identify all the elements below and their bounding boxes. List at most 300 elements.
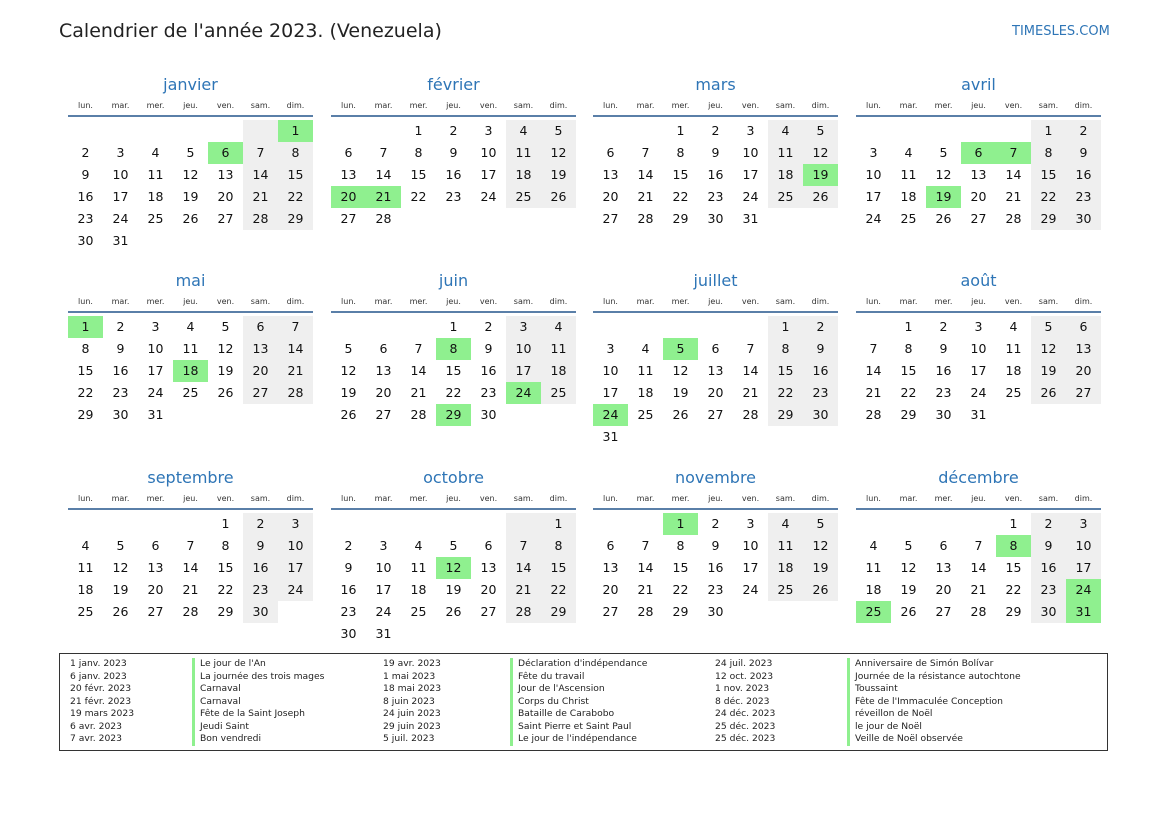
weekday-label: ven. xyxy=(1004,101,1023,110)
weekday-label: sam. xyxy=(775,494,796,503)
day-cell: 4 xyxy=(506,120,541,142)
month-5 xyxy=(68,271,313,426)
weekday-label: dim. xyxy=(811,297,830,306)
weekday-label: jeu. xyxy=(183,494,198,503)
holiday-date: 25 déc. 2023 xyxy=(715,720,776,732)
day-cell: 17 xyxy=(742,167,759,182)
weekday-label: mer. xyxy=(146,297,165,306)
day-cell: 5 xyxy=(449,538,458,553)
day-grid xyxy=(593,316,838,448)
day-cell: 9 xyxy=(81,167,90,182)
day-grid xyxy=(856,120,1101,230)
day-cell: 21 xyxy=(970,582,987,597)
weekday-header xyxy=(331,493,576,510)
day-cell: 17 xyxy=(375,582,392,597)
empty-cell xyxy=(926,120,961,142)
day-cell: 13 xyxy=(340,167,357,182)
day-cell: 13 xyxy=(147,560,164,575)
empty-cell xyxy=(856,120,891,142)
holiday-date: 20 févr. 2023 xyxy=(70,683,132,694)
day-cell: 21 xyxy=(182,582,199,597)
day-grid xyxy=(331,120,576,230)
day-cell: 20 xyxy=(602,582,619,597)
day-cell: 26 xyxy=(182,211,199,226)
weekday-label: sam. xyxy=(775,101,796,110)
empty-cell xyxy=(173,513,208,535)
day-cell: 7 xyxy=(641,145,650,160)
day-cell: 3 xyxy=(151,319,160,334)
holiday-day-cell: 1 xyxy=(663,513,698,535)
day-cell: 26 xyxy=(445,604,462,619)
day-cell: 12 xyxy=(672,363,689,378)
month-1 xyxy=(68,75,313,252)
month-12 xyxy=(856,468,1101,623)
day-cell: 28 xyxy=(865,407,882,422)
day-cell: 5 xyxy=(541,120,576,142)
empty-cell xyxy=(103,120,138,142)
weekday-label: jeu. xyxy=(971,494,986,503)
holiday-name: Le jour de l'An xyxy=(192,658,266,671)
day-cell: 8 xyxy=(768,338,803,360)
day-cell: 18 xyxy=(637,385,654,400)
day-cell: 15 xyxy=(410,167,427,182)
day-cell: 12 xyxy=(803,142,838,164)
holiday-date: 24 déc. 2023 xyxy=(715,708,776,719)
weekday-header xyxy=(593,296,838,313)
day-cell: 10 xyxy=(742,538,759,553)
weekday-label: ven. xyxy=(216,297,235,306)
month-name: juillet xyxy=(693,271,738,290)
day-cell: 30 xyxy=(707,604,724,619)
day-cell: 21 xyxy=(637,189,654,204)
month-name: décembre xyxy=(938,468,1019,487)
day-cell: 18 xyxy=(541,360,576,382)
day-cell: 14 xyxy=(182,560,199,575)
weekday-label: lun. xyxy=(341,297,356,306)
month-name: mai xyxy=(175,271,206,290)
weekday-label: jeu. xyxy=(183,297,198,306)
weekday-label: ven. xyxy=(1004,297,1023,306)
day-cell: 21 xyxy=(243,186,278,208)
day-cell: 25 xyxy=(900,211,917,226)
holiday-name: Saint Pierre et Saint Paul xyxy=(510,721,631,734)
day-cell: 23 xyxy=(803,382,838,404)
holiday-date: 19 mars 2023 xyxy=(70,708,135,719)
day-cell: 20 xyxy=(707,385,724,400)
weekday-label: ven. xyxy=(216,101,235,110)
holiday-day-cell: 19 xyxy=(926,186,961,208)
empty-cell xyxy=(331,120,366,142)
day-cell: 7 xyxy=(278,316,313,338)
day-cell: 2 xyxy=(803,316,838,338)
day-cell: 9 xyxy=(116,341,125,356)
day-cell: 15 xyxy=(672,560,689,575)
day-cell: 30 xyxy=(112,407,129,422)
day-cell: 29 xyxy=(1031,208,1066,230)
holiday-name: La journée des trois mages xyxy=(192,671,324,684)
day-cell: 23 xyxy=(77,211,94,226)
empty-cell xyxy=(331,513,366,535)
day-cell: 20 xyxy=(480,582,497,597)
weekday-label: jeu. xyxy=(971,297,986,306)
weekday-label: lun. xyxy=(78,494,93,503)
weekday-label: mar. xyxy=(636,101,655,110)
day-cell: 21 xyxy=(742,385,759,400)
holiday-name: Veille de Noël observée xyxy=(847,733,963,746)
empty-cell xyxy=(103,513,138,535)
month-9 xyxy=(68,468,313,623)
day-cell: 5 xyxy=(1031,316,1066,338)
day-cell: 9 xyxy=(484,341,493,356)
weekday-label: jeu. xyxy=(971,101,986,110)
day-cell: 3 xyxy=(278,513,313,535)
day-cell: 9 xyxy=(344,560,353,575)
day-cell: 9 xyxy=(243,535,278,557)
day-cell: 9 xyxy=(803,338,838,360)
holiday-name: le jour de Noël xyxy=(847,721,922,734)
day-cell: 6 xyxy=(243,316,278,338)
day-cell: 28 xyxy=(375,211,392,226)
day-cell: 5 xyxy=(904,538,913,553)
day-cell: 30 xyxy=(1066,208,1101,230)
holiday-date: 29 juin 2023 xyxy=(383,720,441,732)
day-cell: 26 xyxy=(1031,382,1066,404)
weekday-label: sam. xyxy=(1038,101,1059,110)
day-cell: 5 xyxy=(221,319,230,334)
day-cell: 13 xyxy=(602,560,619,575)
day-cell: 28 xyxy=(637,211,654,226)
weekday-label: sam. xyxy=(513,494,534,503)
day-cell: 11 xyxy=(865,560,882,575)
day-cell: 2 xyxy=(711,516,720,531)
holiday-date: 18 mai 2023 xyxy=(383,683,442,694)
holiday-name: Corps du Christ xyxy=(510,696,589,709)
weekday-label: dim. xyxy=(811,101,830,110)
holiday-name: Journée de la résistance autochtone xyxy=(847,671,1021,684)
weekday-label: lun. xyxy=(866,297,881,306)
weekday-header xyxy=(856,493,1101,510)
day-cell: 22 xyxy=(672,189,689,204)
brand-link[interactable]: TIMESLES.COM xyxy=(1012,24,1110,39)
day-cell: 20 xyxy=(147,582,164,597)
weekday-label: mer. xyxy=(671,297,690,306)
day-cell: 31 xyxy=(112,233,129,248)
day-cell: 11 xyxy=(506,142,541,164)
day-cell: 24 xyxy=(112,211,129,226)
day-cell: 9 xyxy=(711,145,720,160)
weekday-label: mer. xyxy=(409,494,428,503)
day-cell: 22 xyxy=(410,189,427,204)
weekday-label: ven. xyxy=(1004,494,1023,503)
weekday-label: sam. xyxy=(513,297,534,306)
day-cell: 30 xyxy=(243,601,278,623)
day-cell: 15 xyxy=(900,363,917,378)
day-cell: 19 xyxy=(182,189,199,204)
day-grid xyxy=(331,316,576,426)
day-cell: 14 xyxy=(970,560,987,575)
weekday-label: ven. xyxy=(479,297,498,306)
day-cell: 2 xyxy=(344,538,353,553)
holiday-name: Fête du travail xyxy=(510,671,584,684)
holiday-day-cell: 21 xyxy=(366,186,401,208)
day-cell: 1 xyxy=(1009,516,1018,531)
empty-cell xyxy=(593,316,628,338)
day-cell: 23 xyxy=(1066,186,1101,208)
weekday-label: mar. xyxy=(374,494,393,503)
day-cell: 12 xyxy=(900,560,917,575)
empty-cell xyxy=(366,513,401,535)
day-cell: 2 xyxy=(484,319,493,334)
weekday-label: mer. xyxy=(934,494,953,503)
day-cell: 12 xyxy=(1031,338,1066,360)
day-cell: 28 xyxy=(970,604,987,619)
day-cell: 13 xyxy=(1066,338,1101,360)
day-cell: 7 xyxy=(974,538,983,553)
weekday-header xyxy=(331,100,576,117)
weekday-label: sam. xyxy=(513,101,534,110)
holiday-day-cell: 18 xyxy=(173,360,208,382)
weekday-label: jeu. xyxy=(708,494,723,503)
day-cell: 9 xyxy=(1031,535,1066,557)
day-cell: 23 xyxy=(707,189,724,204)
day-cell: 16 xyxy=(340,582,357,597)
day-cell: 24 xyxy=(742,189,759,204)
day-cell: 17 xyxy=(147,363,164,378)
holiday-date: 8 juin 2023 xyxy=(383,695,435,707)
day-cell: 14 xyxy=(243,164,278,186)
weekday-label: sam. xyxy=(250,494,271,503)
day-cell: 21 xyxy=(1005,189,1022,204)
day-cell: 27 xyxy=(602,211,619,226)
day-cell: 28 xyxy=(410,407,427,422)
day-cell: 4 xyxy=(768,120,803,142)
day-cell: 2 xyxy=(1031,513,1066,535)
day-cell: 2 xyxy=(1066,120,1101,142)
holiday-day-cell: 8 xyxy=(996,535,1031,557)
day-cell: 10 xyxy=(112,167,129,182)
holiday-day-cell: 5 xyxy=(663,338,698,360)
holiday-day-cell: 25 xyxy=(856,601,891,623)
day-cell: 24 xyxy=(970,385,987,400)
day-cell: 16 xyxy=(935,363,952,378)
day-cell: 15 xyxy=(217,560,234,575)
weekday-label: dim. xyxy=(286,494,305,503)
weekday-label: mar. xyxy=(111,494,130,503)
day-cell: 30 xyxy=(707,211,724,226)
day-cell: 26 xyxy=(217,385,234,400)
empty-cell xyxy=(996,120,1031,142)
holiday-day-cell: 8 xyxy=(436,338,471,360)
weekday-label: jeu. xyxy=(446,494,461,503)
day-cell: 23 xyxy=(1031,579,1066,601)
empty-cell xyxy=(733,316,768,338)
day-cell: 8 xyxy=(81,341,90,356)
weekday-label: dim. xyxy=(1074,297,1093,306)
holiday-date: 5 juil. 2023 xyxy=(383,733,435,744)
day-cell: 15 xyxy=(77,363,94,378)
day-cell: 30 xyxy=(803,404,838,426)
weekday-header xyxy=(856,296,1101,313)
day-cell: 27 xyxy=(707,407,724,422)
day-cell: 10 xyxy=(602,363,619,378)
day-cell: 11 xyxy=(1005,341,1022,356)
holiday-day-cell: 29 xyxy=(436,404,471,426)
weekday-label: lun. xyxy=(78,101,93,110)
day-cell: 17 xyxy=(742,560,759,575)
day-cell: 26 xyxy=(672,407,689,422)
day-cell: 4 xyxy=(1009,319,1018,334)
empty-cell xyxy=(506,513,541,535)
day-cell: 20 xyxy=(217,189,234,204)
weekday-label: dim. xyxy=(811,494,830,503)
day-cell: 7 xyxy=(243,142,278,164)
weekday-label: ven. xyxy=(741,297,760,306)
weekday-label: mer. xyxy=(146,494,165,503)
weekday-label: lun. xyxy=(78,297,93,306)
day-cell: 11 xyxy=(768,142,803,164)
day-cell: 12 xyxy=(541,142,576,164)
day-cell: 11 xyxy=(147,167,164,182)
day-cell: 25 xyxy=(768,579,803,601)
day-cell: 8 xyxy=(904,341,913,356)
holiday-date: 24 juil. 2023 xyxy=(715,658,773,669)
weekday-label: mer. xyxy=(671,101,690,110)
day-cell: 3 xyxy=(974,319,983,334)
day-cell: 7 xyxy=(506,535,541,557)
weekday-label: ven. xyxy=(741,494,760,503)
day-cell: 31 xyxy=(602,429,619,444)
empty-cell xyxy=(593,120,628,142)
day-cell: 21 xyxy=(410,385,427,400)
day-cell: 19 xyxy=(900,582,917,597)
weekday-label: jeu. xyxy=(446,297,461,306)
day-cell: 24 xyxy=(278,579,313,601)
day-grid xyxy=(331,513,576,645)
day-cell: 25 xyxy=(182,385,199,400)
day-cell: 14 xyxy=(506,557,541,579)
day-cell: 3 xyxy=(379,538,388,553)
day-cell: 5 xyxy=(803,120,838,142)
day-cell: 17 xyxy=(970,363,987,378)
day-cell: 19 xyxy=(1031,360,1066,382)
holiday-name: Jour de l'Ascension xyxy=(510,683,605,696)
empty-cell xyxy=(138,513,173,535)
empty-cell xyxy=(243,120,278,142)
day-cell: 17 xyxy=(602,385,619,400)
day-cell: 19 xyxy=(340,385,357,400)
day-cell: 1 xyxy=(541,513,576,535)
weekday-label: sam. xyxy=(250,101,271,110)
day-cell: 14 xyxy=(637,167,654,182)
day-cell: 7 xyxy=(379,145,388,160)
weekday-label: lun. xyxy=(603,297,618,306)
month-7 xyxy=(593,271,838,448)
day-cell: 7 xyxy=(641,538,650,553)
weekday-label: ven. xyxy=(479,101,498,110)
day-cell: 19 xyxy=(217,363,234,378)
day-cell: 18 xyxy=(506,164,541,186)
day-cell: 9 xyxy=(449,145,458,160)
day-cell: 6 xyxy=(379,341,388,356)
holiday-day-cell: 24 xyxy=(1066,579,1101,601)
weekday-label: jeu. xyxy=(183,101,198,110)
day-cell: 30 xyxy=(77,233,94,248)
weekday-label: jeu. xyxy=(446,101,461,110)
day-cell: 12 xyxy=(112,560,129,575)
day-grid xyxy=(68,316,313,426)
day-cell: 13 xyxy=(480,560,497,575)
day-cell: 18 xyxy=(1005,363,1022,378)
day-cell: 13 xyxy=(970,167,987,182)
holiday-list xyxy=(59,653,1108,751)
day-cell: 8 xyxy=(1031,142,1066,164)
day-cell: 15 xyxy=(768,360,803,382)
day-cell: 29 xyxy=(77,407,94,422)
day-cell: 19 xyxy=(112,582,129,597)
day-cell: 20 xyxy=(1066,360,1101,382)
day-cell: 18 xyxy=(865,582,882,597)
day-cell: 2 xyxy=(449,123,458,138)
day-cell: 27 xyxy=(340,211,357,226)
day-cell: 31 xyxy=(742,211,759,226)
day-cell: 28 xyxy=(506,601,541,623)
holiday-name: Jeudi Saint xyxy=(192,721,249,734)
day-cell: 17 xyxy=(480,167,497,182)
weekday-label: mer. xyxy=(146,101,165,110)
weekday-header xyxy=(593,493,838,510)
day-cell: 13 xyxy=(217,167,234,182)
day-cell: 13 xyxy=(602,167,619,182)
page-title: Calendrier de l'année 2023. (Venezuela) xyxy=(59,20,442,42)
day-cell: 28 xyxy=(742,407,759,422)
day-cell: 25 xyxy=(506,186,541,208)
day-cell: 3 xyxy=(746,516,755,531)
day-cell: 6 xyxy=(606,145,615,160)
empty-cell xyxy=(366,120,401,142)
day-cell: 5 xyxy=(344,341,353,356)
day-cell: 7 xyxy=(746,341,755,356)
holiday-date: 6 janv. 2023 xyxy=(70,670,127,682)
weekday-label: dim. xyxy=(549,101,568,110)
day-cell: 1 xyxy=(1031,120,1066,142)
empty-cell xyxy=(961,120,996,142)
day-cell: 1 xyxy=(904,319,913,334)
day-cell: 3 xyxy=(506,316,541,338)
day-cell: 14 xyxy=(410,363,427,378)
day-cell: 21 xyxy=(506,579,541,601)
holiday-date: 21 févr. 2023 xyxy=(70,695,132,707)
month-8 xyxy=(856,271,1101,426)
day-cell: 28 xyxy=(243,208,278,230)
day-cell: 15 xyxy=(445,363,462,378)
day-cell: 29 xyxy=(1005,604,1022,619)
day-cell: 10 xyxy=(506,338,541,360)
holiday-day-cell: 6 xyxy=(208,142,243,164)
day-cell: 22 xyxy=(77,385,94,400)
day-cell: 25 xyxy=(768,186,803,208)
day-cell: 2 xyxy=(711,123,720,138)
day-cell: 2 xyxy=(81,145,90,160)
day-cell: 4 xyxy=(541,316,576,338)
day-cell: 2 xyxy=(939,319,948,334)
day-cell: 22 xyxy=(445,385,462,400)
day-cell: 3 xyxy=(116,145,125,160)
weekday-label: mer. xyxy=(934,101,953,110)
day-cell: 26 xyxy=(541,186,576,208)
day-cell: 15 xyxy=(672,167,689,182)
day-cell: 26 xyxy=(900,604,917,619)
weekday-label: mar. xyxy=(111,297,130,306)
